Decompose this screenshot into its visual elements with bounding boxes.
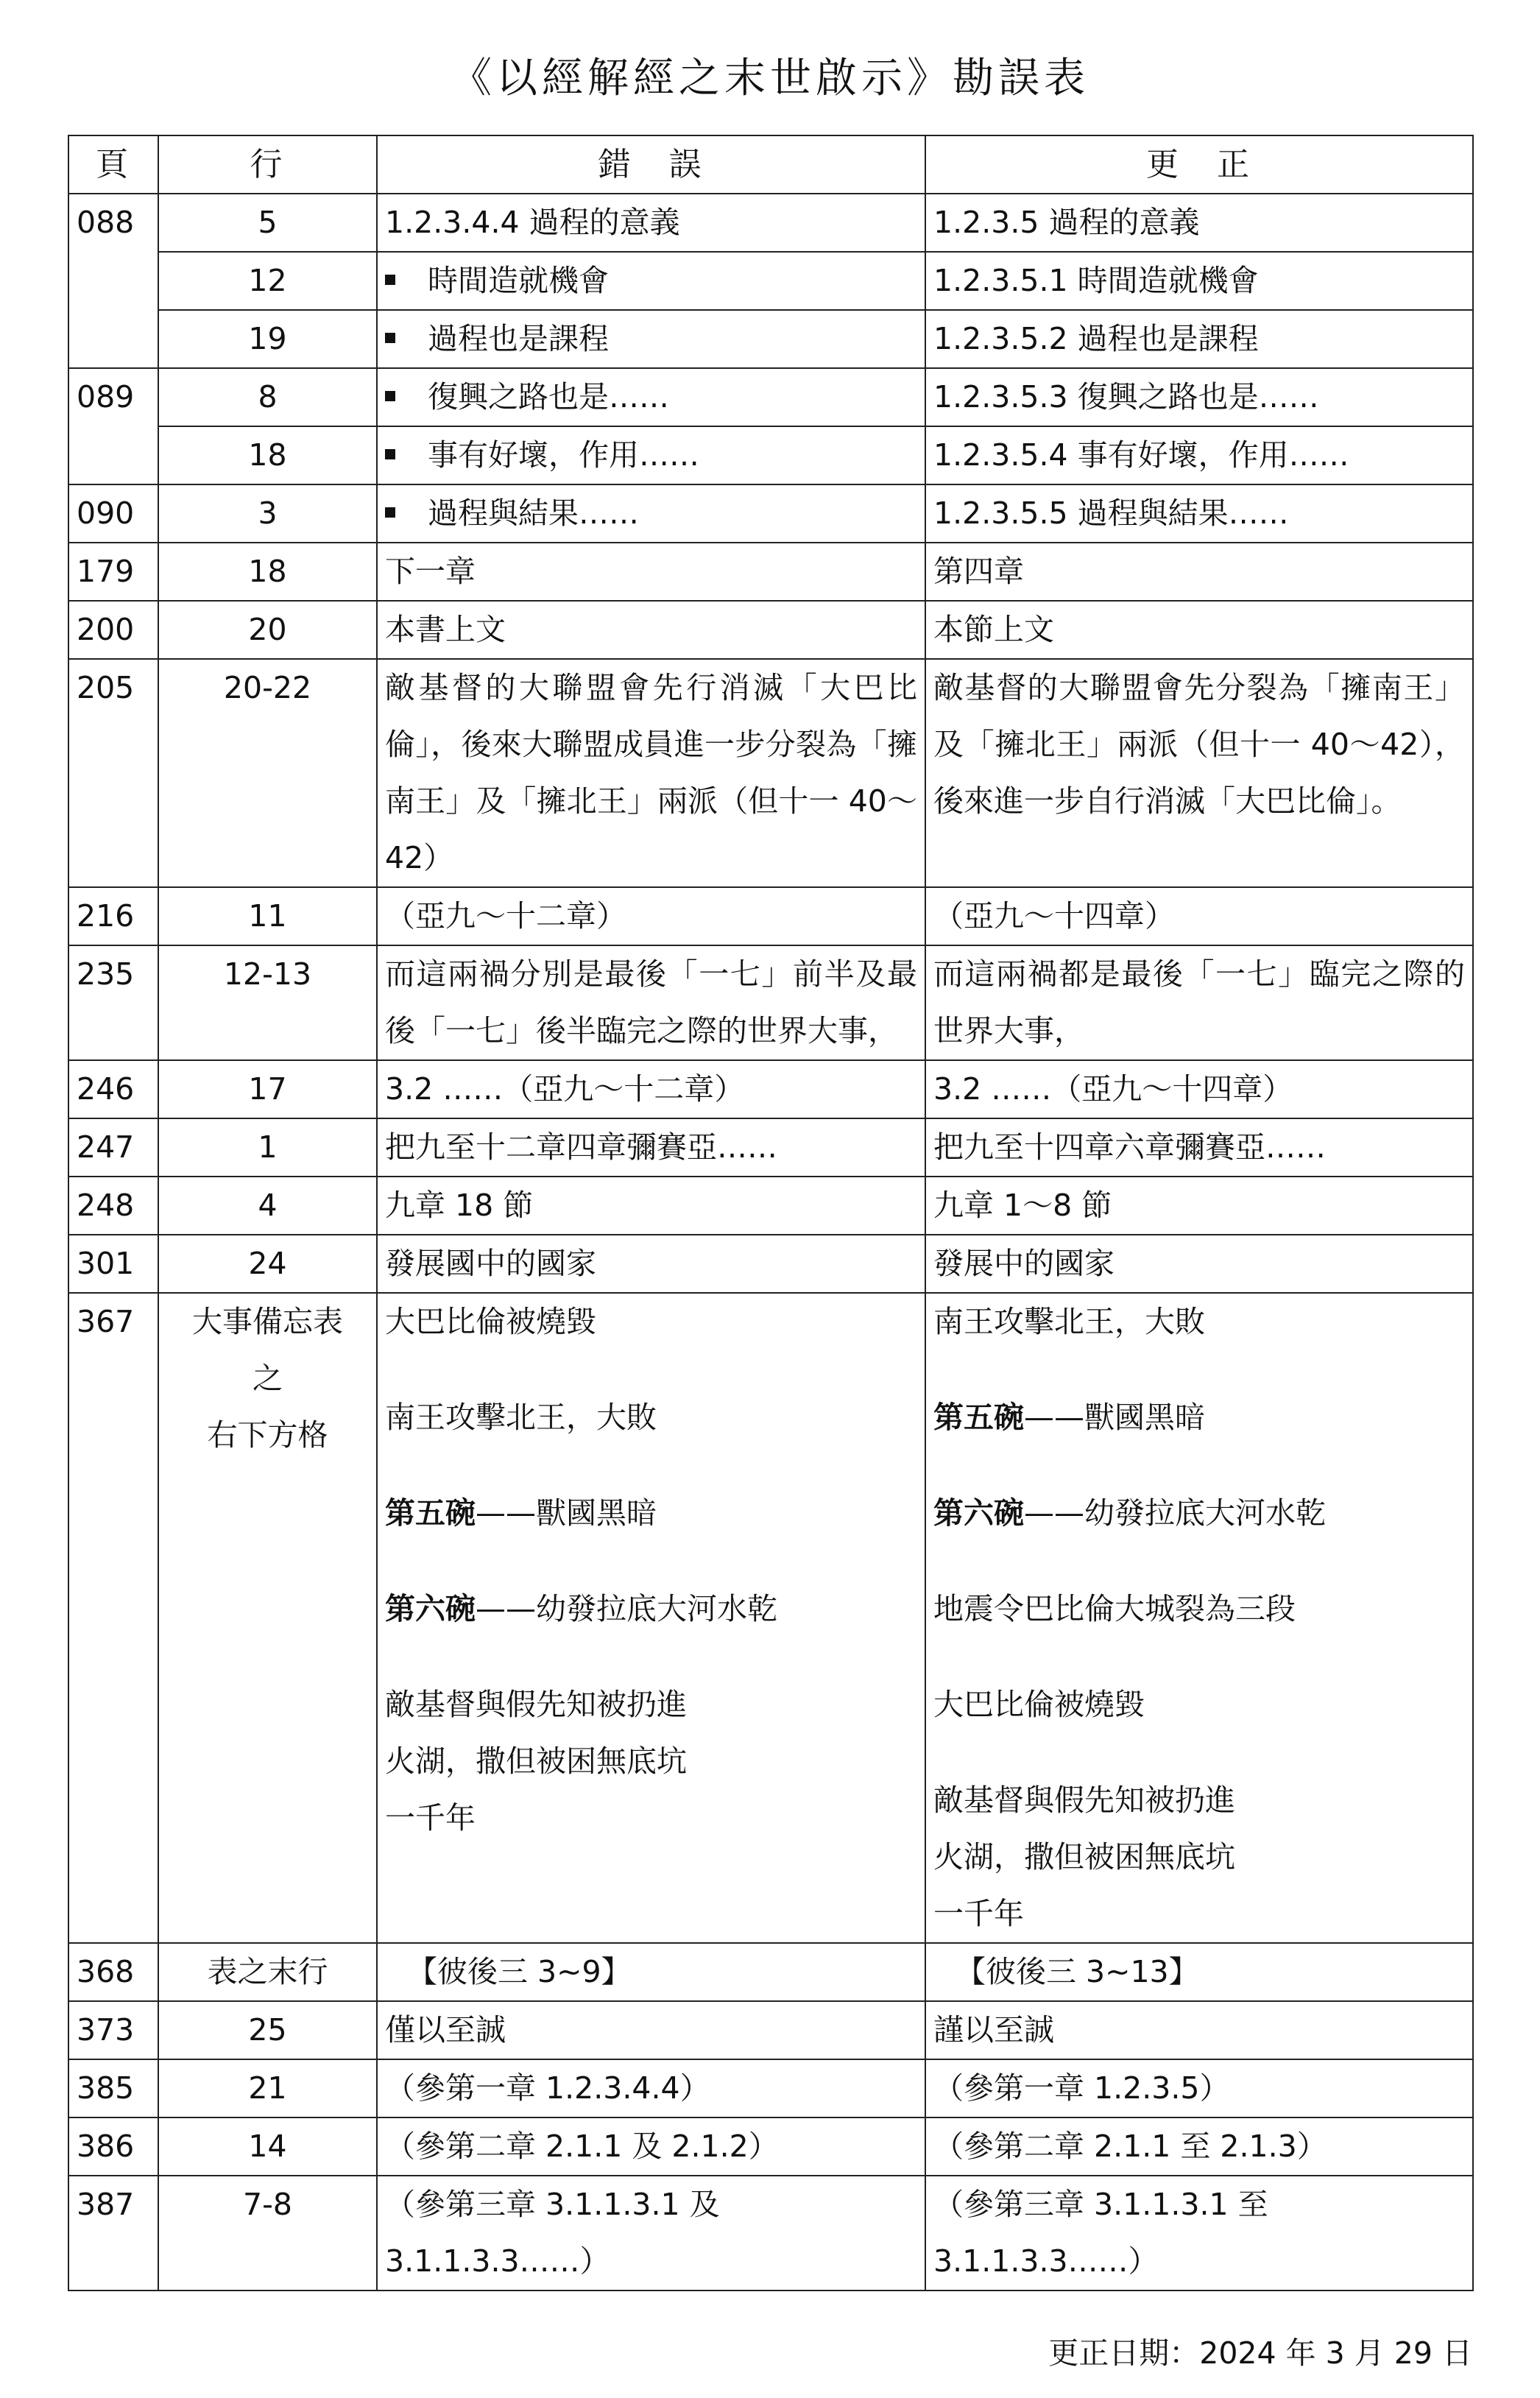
page-cell: 385 [68, 2059, 158, 2117]
error-cell: 僅以至誠 [377, 2001, 925, 2059]
error-cell: （參第三章 3.1.1.3.1 及 3.1.1.3.3……） [377, 2176, 925, 2291]
table-row [68, 1293, 1473, 1943]
error-cell [377, 426, 925, 484]
line-text: 大事備忘表 [192, 1304, 343, 1339]
line-cell: 8 [158, 368, 377, 426]
error-cell [377, 368, 925, 426]
square-bullet-icon [385, 275, 395, 285]
error-cell: 3.2 ……（亞九～十二章） [377, 1060, 925, 1118]
bowl-label: 第五碗 [933, 1400, 1024, 1435]
error-text [385, 1581, 917, 1637]
correction-cell: 【彼後三 3~13】 [925, 1943, 1473, 2001]
line-cell [158, 1293, 377, 1943]
table-row [68, 194, 1473, 252]
table-row [68, 1060, 1473, 1118]
page-cell: 248 [68, 1177, 158, 1235]
correction-text: 一千年 [933, 1896, 1024, 1931]
line-text: 右下方格 [207, 1417, 328, 1453]
correction-cell [925, 1293, 1473, 1943]
square-bullet-icon [385, 449, 395, 459]
page-cell: 088 [68, 194, 158, 368]
table-row [68, 2001, 1473, 2059]
errata-table [68, 135, 1474, 2291]
correction-cell: 3.2 ……（亞九～十四章） [925, 1060, 1473, 1118]
line-cell: 14 [158, 2117, 377, 2176]
correction-text [933, 1485, 1465, 1542]
bowl-text: ——幼發拉底大河水乾 [476, 1591, 777, 1626]
error-cell: 敵基督的大聯盟會先行消滅「大巴比倫」，後來大聯盟成員進一步分裂為「擁南王」及「擁北王」兩派（但十一 40～42） [377, 659, 925, 887]
header-page: 頁 [68, 135, 158, 194]
bowl-text: ——幼發拉底大河水乾 [1024, 1495, 1326, 1531]
revision-date: 更正日期：2024 年 3 月 29 日 [1048, 2335, 1472, 2371]
correction-cell: 1.2.3.5.4 事有好壞，作用…… [925, 426, 1473, 484]
line-cell: 25 [158, 2001, 377, 2059]
table-row [68, 2176, 1473, 2291]
error-cell: 本書上文 [377, 601, 925, 659]
bowl-label: 第六碗 [933, 1495, 1024, 1531]
error-cell: 發展國中的國家 [377, 1235, 925, 1293]
correction-text: 敵基督與假先知被扔進 [933, 1782, 1235, 1818]
correction-text: 火湖，撒但被困無底坑 [933, 1839, 1235, 1875]
error-cell: （參第一章 1.2.3.4.4） [377, 2059, 925, 2117]
correction-cell: 而這兩禍都是最後「一七」臨完之際的世界大事， [925, 945, 1473, 1060]
page-cell: 216 [68, 887, 158, 945]
line-text: 之 [252, 1361, 283, 1396]
error-cell: （亞九～十二章） [377, 887, 925, 945]
error-cell [377, 1293, 925, 1943]
error-cell: 把九至十二章四章彌賽亞…… [377, 1118, 925, 1177]
bowl-label: 第六碗 [385, 1591, 476, 1626]
page-cell: 235 [68, 945, 158, 1060]
error-text: 一千年 [385, 1800, 476, 1835]
correction-cell: （參第三章 3.1.1.3.1 至 3.1.1.3.3……） [925, 2176, 1473, 2291]
header-line: 行 [158, 135, 377, 194]
table-row [68, 1177, 1473, 1235]
correction-cell: （參第一章 1.2.3.5） [925, 2059, 1473, 2117]
correction-cell: 1.2.3.5.1 時間造就機會 [925, 252, 1473, 310]
line-cell: 21 [158, 2059, 377, 2117]
correction-cell: 敵基督的大聯盟會先分裂為「擁南王」及「擁北王」兩派（但十一 40～42），後來進一步自行消滅「大巴比倫」。 [925, 659, 1473, 887]
correction-text: 地震令巴比倫大城裂為三段 [933, 1591, 1296, 1626]
table-row [68, 252, 1473, 310]
line-cell: 表之末行 [158, 1943, 377, 2001]
line-cell: 3 [158, 484, 377, 543]
line-cell: 17 [158, 1060, 377, 1118]
bowl-text: ——獸國黑暗 [1024, 1400, 1205, 1435]
page-cell: 386 [68, 2117, 158, 2176]
table-row [68, 1943, 1473, 2001]
line-cell: 20-22 [158, 659, 377, 887]
error-cell [377, 484, 925, 543]
line-cell: 12 [158, 252, 377, 310]
table-row [68, 543, 1473, 601]
page-cell: 205 [68, 659, 158, 887]
line-cell: 7-8 [158, 2176, 377, 2291]
header-row [68, 135, 1473, 194]
table-row [68, 368, 1473, 426]
bowl-text: ——獸國黑暗 [476, 1495, 657, 1531]
error-cell [377, 310, 925, 368]
table-row [68, 887, 1473, 945]
table-row [68, 1235, 1473, 1293]
page-cell: 089 [68, 368, 158, 484]
error-text: 過程也是課程 [428, 321, 609, 356]
page-cell: 179 [68, 543, 158, 601]
error-text: 過程與結果…… [428, 496, 639, 531]
correction-text: 大巴比倫被燒毀 [933, 1687, 1145, 1722]
correction-text: 南王攻擊北王，大敗 [933, 1304, 1205, 1339]
error-cell: （參第二章 2.1.1 及 2.1.2） [377, 2117, 925, 2176]
error-text: 敵基督與假先知被扔進 [385, 1687, 687, 1722]
table-row [68, 945, 1473, 1060]
correction-cell: 1.2.3.5 過程的意義 [925, 194, 1473, 252]
line-cell: 24 [158, 1235, 377, 1293]
error-text: 火湖，撒但被困無底坑 [385, 1743, 687, 1779]
page-cell: 247 [68, 1118, 158, 1177]
error-text: 大巴比倫被燒毀 [385, 1304, 596, 1339]
header-error: 錯 誤 [377, 135, 925, 194]
correction-cell: 發展中的國家 [925, 1235, 1473, 1293]
error-cell: 九章 18 節 [377, 1177, 925, 1235]
error-text: 事有好壞，作用…… [428, 437, 699, 473]
error-cell [377, 252, 925, 310]
correction-cell: 本節上文 [925, 601, 1473, 659]
page-cell: 301 [68, 1235, 158, 1293]
line-cell: 4 [158, 1177, 377, 1235]
correction-cell: 九章 1～8 節 [925, 1177, 1473, 1235]
line-cell: 20 [158, 601, 377, 659]
page-cell: 373 [68, 2001, 158, 2059]
square-bullet-icon [385, 391, 395, 401]
correction-cell: （亞九～十四章） [925, 887, 1473, 945]
error-text [385, 1485, 917, 1542]
table-row [68, 310, 1473, 368]
table-row [68, 659, 1473, 887]
page-cell: 368 [68, 1943, 158, 2001]
correction-cell: 第四章 [925, 543, 1473, 601]
page-cell: 367 [68, 1293, 158, 1943]
page-cell: 246 [68, 1060, 158, 1118]
table-row [68, 1118, 1473, 1177]
page-cell: 200 [68, 601, 158, 659]
document-title: 《以經解經之末世啟示》勘誤表 [451, 54, 1089, 102]
table-row [68, 484, 1473, 543]
line-cell: 12-13 [158, 945, 377, 1060]
table-row [68, 601, 1473, 659]
table-row [68, 426, 1473, 484]
correction-cell: 1.2.3.5.3 復興之路也是…… [925, 368, 1473, 426]
bowl-label: 第五碗 [385, 1495, 476, 1531]
square-bullet-icon [385, 333, 395, 343]
line-cell: 19 [158, 310, 377, 368]
correction-cell: 謹以至誠 [925, 2001, 1473, 2059]
correction-text [933, 1389, 1465, 1446]
square-bullet-icon [385, 507, 395, 518]
line-cell: 5 [158, 194, 377, 252]
table-row [68, 2117, 1473, 2176]
error-cell: 【彼後三 3~9】 [377, 1943, 925, 2001]
error-cell: 而這兩禍分別是最後「一七」前半及最後「一七」後半臨完之際的世界大事， [377, 945, 925, 1060]
page-cell: 090 [68, 484, 158, 543]
correction-cell: 把九至十四章六章彌賽亞…… [925, 1118, 1473, 1177]
error-cell: 下一章 [377, 543, 925, 601]
line-cell: 1 [158, 1118, 377, 1177]
correction-cell: 1.2.3.5.5 過程與結果…… [925, 484, 1473, 543]
line-cell: 18 [158, 543, 377, 601]
page-cell: 387 [68, 2176, 158, 2291]
header-correction: 更 正 [925, 135, 1473, 194]
correction-cell: （參第二章 2.1.1 至 2.1.3） [925, 2117, 1473, 2176]
error-text: 復興之路也是…… [428, 379, 669, 415]
correction-cell: 1.2.3.5.2 過程也是課程 [925, 310, 1473, 368]
line-cell: 18 [158, 426, 377, 484]
line-cell: 11 [158, 887, 377, 945]
error-text: 時間造就機會 [428, 263, 609, 298]
error-text: 南王攻擊北王，大敗 [385, 1400, 657, 1435]
table-row [68, 2059, 1473, 2117]
error-cell: 1.2.3.4.4 過程的意義 [377, 194, 925, 252]
